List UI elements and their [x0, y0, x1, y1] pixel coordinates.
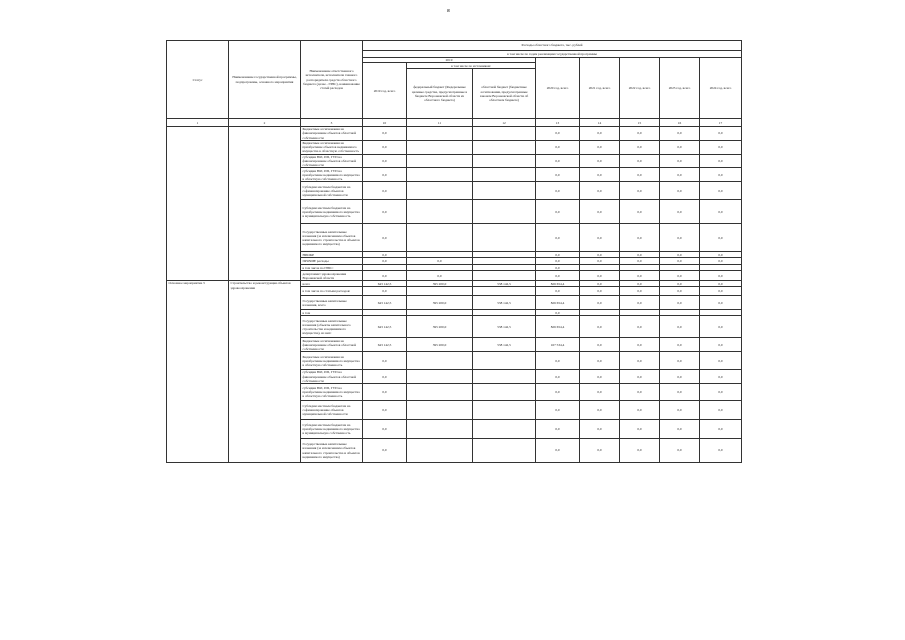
row-value: 0,0	[700, 252, 742, 258]
row-value: 0,0	[700, 352, 742, 370]
row-value: 0,0	[700, 370, 742, 384]
row-value: 0,0	[620, 316, 660, 338]
row-value: 0,0	[700, 401, 742, 420]
row-value: 0,0	[580, 252, 620, 258]
row-value	[407, 224, 473, 252]
col-num: 1	[167, 119, 229, 127]
row-value: 0,0	[580, 296, 620, 310]
row-value: 0,0	[620, 296, 660, 310]
row-value: 538 142,5	[473, 338, 536, 352]
row-value: 0,0	[620, 182, 660, 200]
row-value: 0,0	[660, 352, 700, 370]
row-value: 0,0	[536, 252, 580, 258]
row-value: 0,0	[660, 127, 700, 141]
row-value: 0,0	[620, 271, 660, 281]
header-status: Статус	[167, 41, 229, 119]
row-value: 643 142,5	[363, 316, 407, 338]
row-value: 0,0	[660, 182, 700, 200]
row-value: 395 200,0	[407, 338, 473, 352]
header-incl-note: в том числе по источникам:	[407, 63, 536, 69]
row-value: 0,0	[700, 200, 742, 224]
col-num: 12	[473, 119, 536, 127]
row-value: 0,0	[536, 140, 580, 154]
row-value: 0,0	[660, 439, 700, 463]
row-value	[473, 401, 536, 420]
row-value: 0,0	[363, 127, 407, 141]
row-value: 0,0	[580, 352, 620, 370]
row-value: 0,0	[580, 316, 620, 338]
col-num: 11	[407, 119, 473, 127]
header-name: Наименование государственной программы, подпрограммы, основного мероприятия	[229, 41, 301, 119]
row-value: 0,0	[580, 224, 620, 252]
budget-table	[166, 40, 742, 463]
row-value: 0,0	[407, 258, 473, 265]
row-value: 826 654,4	[536, 281, 580, 287]
row-value	[407, 370, 473, 384]
row-value: 0,0	[536, 200, 580, 224]
row-label: Государственные капитальные вложения (за исключением объектов капитального строительства и объектов недвижимого имущества)	[301, 439, 363, 463]
row-label: департамент здравоохранения Воронежской области	[301, 271, 363, 281]
row-value: 0,0	[363, 271, 407, 281]
row-value: 0,0	[620, 127, 660, 141]
row-value	[473, 287, 536, 296]
row-value	[407, 140, 473, 154]
row-value	[473, 258, 536, 265]
row-label: Субсидии местным бюджетам на приобретение недвижимого имущества в муниципальную собственность	[301, 200, 363, 224]
row-value: 0,0	[620, 258, 660, 265]
row-value: 0,0	[536, 287, 580, 296]
row-value: 826 654,4	[536, 296, 580, 310]
row-value: 0,0	[536, 265, 580, 271]
row-value	[407, 168, 473, 182]
row-value: 0,0	[580, 271, 620, 281]
row-value	[473, 439, 536, 463]
row-label: субсидии ЮЛ, ИП, ГУП на приобретение недвижимого имущества в областную собственность	[301, 384, 363, 401]
row-value: 0,0	[620, 224, 660, 252]
column-numbers	[167, 119, 742, 127]
row-value: 0,0	[700, 168, 742, 182]
row-value: 0,0	[363, 401, 407, 420]
row-value: 0,0	[580, 200, 620, 224]
row-value	[407, 439, 473, 463]
col-num: 14	[580, 119, 620, 127]
row-value	[473, 370, 536, 384]
row-value: 0,0	[620, 168, 660, 182]
row-value: 0,0	[580, 439, 620, 463]
row-value: 0,0	[363, 420, 407, 439]
row-label: в том	[301, 310, 363, 316]
row-value: 0,0	[363, 287, 407, 296]
row-value: 0,0	[700, 271, 742, 281]
row-value: 643 142,5	[363, 281, 407, 287]
col-num: 3	[301, 119, 363, 127]
row-value: 0,0	[620, 281, 660, 287]
row-value	[473, 420, 536, 439]
row-value	[407, 200, 473, 224]
row-value: 0,0	[580, 140, 620, 154]
row-value: 0,0	[536, 439, 580, 463]
col-num: 2	[229, 119, 301, 127]
row-label: ПРОЧИЕ расходы	[301, 258, 363, 265]
row-value: 0,0	[700, 140, 742, 154]
row-value: 0,0	[660, 271, 700, 281]
header-regional: областной бюджет (бюджетные ассигнования, предусмотренные законом Воронежской области об областном бюджете)	[473, 69, 536, 119]
row-value	[407, 401, 473, 420]
row-value: 0,0	[363, 200, 407, 224]
row-value: 0,0	[580, 182, 620, 200]
row-label: в том числе по статьям расходов:	[301, 287, 363, 296]
rows-top	[167, 127, 742, 281]
row-value: 395 200,0	[407, 316, 473, 338]
row-value: 0,0	[363, 168, 407, 182]
page-number: я	[447, 8, 450, 14]
row-value: 826 654,4	[536, 316, 580, 338]
row-value: 0,0	[363, 252, 407, 258]
row-value: 538 142,5	[473, 296, 536, 310]
rows-main	[167, 281, 742, 463]
row-value: 0,0	[620, 287, 660, 296]
row-value: 643 142,5	[363, 338, 407, 352]
row-value: 0,0	[580, 281, 620, 287]
header-expenses: Расходы областного бюджета, тыс. рублей	[363, 41, 742, 51]
col-num: 10	[363, 119, 407, 127]
row-value	[407, 384, 473, 401]
row-value: 0,0	[580, 370, 620, 384]
name-cell: Строительство и реконструкция объектов здравоохранения	[229, 281, 301, 463]
row-value: 0,0	[363, 224, 407, 252]
row-value: 0,0	[700, 316, 742, 338]
row-value: 0,0	[700, 224, 742, 252]
row-label: Бюджетные ассигнования на финансирование объектов областной собственности	[301, 338, 363, 352]
row-value: 0,0	[700, 281, 742, 287]
row-value: 0,0	[363, 370, 407, 384]
row-value: 0,0	[620, 401, 660, 420]
row-value: 0,0	[660, 316, 700, 338]
row-value: 0,0	[580, 287, 620, 296]
row-label: субсидии ЮЛ, ИП, ГУП на финансирование объектов областной собственности	[301, 154, 363, 168]
row-value: 0,0	[620, 200, 660, 224]
row-value: 0,0	[363, 384, 407, 401]
row-value: 0,0	[660, 384, 700, 401]
row-value: 167 534,4	[536, 338, 580, 352]
row-value: 0,0	[536, 352, 580, 370]
row-value	[473, 200, 536, 224]
status-cell-empty	[167, 127, 229, 281]
row-value	[407, 287, 473, 296]
row-value: 0,0	[407, 271, 473, 281]
status-cell: Основное мероприятие 3	[167, 281, 229, 463]
row-value: 0,0	[580, 384, 620, 401]
row-value	[407, 420, 473, 439]
row-value: 0,0	[660, 168, 700, 182]
row-value: 0,0	[580, 420, 620, 439]
row-value: 0,0	[363, 352, 407, 370]
row-value: 0,0	[620, 439, 660, 463]
header-year-2019: 2019	[363, 58, 536, 63]
row-label: Субсидии местным бюджетам на софинансирование объектов муниципальной собственности	[301, 401, 363, 420]
row-label: Государственные капитальные вложения, всего	[301, 296, 363, 310]
table-header	[167, 41, 742, 119]
row-value: 0,0	[700, 296, 742, 310]
header-2019-total: 2019 год, всего	[363, 63, 407, 119]
row-value	[407, 182, 473, 200]
row-value: 0,0	[660, 140, 700, 154]
row-value: 0,0	[700, 384, 742, 401]
row-value: 0,0	[580, 127, 620, 141]
row-value: 395 200,0	[407, 281, 473, 287]
row-value: 0,0	[660, 370, 700, 384]
header-2021: 2021 год, всего	[580, 58, 620, 119]
row-value: 0,0	[536, 384, 580, 401]
row-label: субсидии ЮЛ, ИП, ГУП на финансирование объектов областной собственности	[301, 370, 363, 384]
col-num: 17	[700, 119, 742, 127]
row-value	[473, 352, 536, 370]
row-value	[473, 168, 536, 182]
row-value: 0,0	[536, 154, 580, 168]
row-value	[473, 271, 536, 281]
row-label: Государственные капитальные вложения (объекты капитального строительства и недвижимого имущества), из них:	[301, 316, 363, 338]
row-label: Субсидии местным бюджетам на приобретение недвижимого имущества в муниципальную собственность	[301, 420, 363, 439]
row-value	[407, 154, 473, 168]
row-value: 0,0	[536, 370, 580, 384]
row-label: Государственные капитальные вложения (за исключением объектов капитального строительства и объектов недвижимого имущества)	[301, 224, 363, 252]
row-value: 0,0	[536, 127, 580, 141]
header-source: Наименование ответственного исполнителя, исполнителя главного распорядителя средств областного бюджета (далее - ГРБС), наименование статей расходов	[301, 41, 363, 119]
header-2022: 2022 год, всего	[620, 58, 660, 119]
row-value: 538 142,5	[473, 281, 536, 287]
row-value: 0,0	[580, 154, 620, 168]
row-value: 0,0	[536, 310, 580, 316]
row-value: 0,0	[580, 258, 620, 265]
row-value: 395 200,0	[407, 296, 473, 310]
row-value: 0,0	[700, 439, 742, 463]
header-expenses-sub: в том числе по годам реализации государственной программы	[363, 51, 742, 58]
header-2020: 2020 год, всего	[536, 58, 580, 119]
row-value: 0,0	[580, 338, 620, 352]
row-value: 0,0	[700, 420, 742, 439]
row-value: 0,0	[363, 258, 407, 265]
row-value	[407, 352, 473, 370]
row-value: 0,0	[620, 154, 660, 168]
row-value: 0,0	[700, 338, 742, 352]
row-value: 0,0	[620, 384, 660, 401]
row-value: 0,0	[660, 420, 700, 439]
col-num: 16	[660, 119, 700, 127]
row-value: 0,0	[580, 401, 620, 420]
row-value: 0,0	[660, 296, 700, 310]
table-row	[167, 127, 742, 141]
row-value: 0,0	[363, 154, 407, 168]
row-value: 0,0	[536, 182, 580, 200]
row-value: 0,0	[660, 258, 700, 265]
row-value: 643 142,5	[363, 296, 407, 310]
row-value: 0,0	[536, 401, 580, 420]
row-value: 0,0	[580, 168, 620, 182]
row-value: 0,0	[660, 401, 700, 420]
row-value: 0,0	[700, 182, 742, 200]
row-value: 0,0	[536, 258, 580, 265]
row-value: 0,0	[660, 338, 700, 352]
row-value: 538 142,5	[473, 316, 536, 338]
row-value: 0,0	[363, 140, 407, 154]
header-2024: 2024 год, всего	[700, 58, 742, 119]
row-value: 0,0	[700, 287, 742, 296]
row-value	[473, 154, 536, 168]
row-value: 0,0	[660, 224, 700, 252]
row-label: Бюджетные ассигнования на финансирование объектов областной собственности	[301, 127, 363, 141]
row-value: 0,0	[363, 182, 407, 200]
row-value: 0,0	[660, 200, 700, 224]
row-value: 0,0	[700, 258, 742, 265]
row-value: 0,0	[660, 154, 700, 168]
row-value: 0,0	[660, 252, 700, 258]
row-value	[473, 140, 536, 154]
row-value: 0,0	[660, 281, 700, 287]
col-num: 13	[536, 119, 580, 127]
row-value: 0,0	[620, 370, 660, 384]
row-label: в том числе по ГРБС:	[301, 265, 363, 271]
row-label: Бюджетные ассигнования на приобретение недвижимого имущества в областную собственность	[301, 352, 363, 370]
row-value: 0,0	[660, 287, 700, 296]
col-num: 15	[620, 119, 660, 127]
row-value: 0,0	[620, 252, 660, 258]
row-value: 0,0	[536, 420, 580, 439]
row-value: 0,0	[620, 338, 660, 352]
header-federal: федеральный бюджет (Федеральные целевые средства, предусмотренные в бюджете Воронежской области из областного бюджета)	[407, 69, 473, 119]
row-value: 0,0	[536, 224, 580, 252]
row-value: 0,0	[536, 271, 580, 281]
row-value	[473, 224, 536, 252]
row-value	[407, 127, 473, 141]
row-label: Бюджетные ассигнования на приобретение объектов недвижимого имущества в областную собственность	[301, 140, 363, 154]
row-value: 0,0	[363, 439, 407, 463]
row-value: 0,0	[700, 127, 742, 141]
row-label: всего	[301, 281, 363, 287]
row-value: 0,0	[536, 168, 580, 182]
row-value: 0,0	[620, 352, 660, 370]
row-label: субсидии ЮЛ, ИП, ГУП на приобретение недвижимого имущества в областную собственность	[301, 168, 363, 182]
row-value	[473, 182, 536, 200]
row-label: НИОКР	[301, 252, 363, 258]
header-2023: 2023 год, всего	[660, 58, 700, 119]
row-value: 0,0	[620, 420, 660, 439]
row-value	[473, 127, 536, 141]
row-value: 0,0	[700, 154, 742, 168]
row-label: Субсидии местным бюджетам на софинансирование объектов муниципальной собственности	[301, 182, 363, 200]
row-value: 0,0	[620, 140, 660, 154]
row-value	[473, 384, 536, 401]
name-cell-empty	[229, 127, 301, 281]
